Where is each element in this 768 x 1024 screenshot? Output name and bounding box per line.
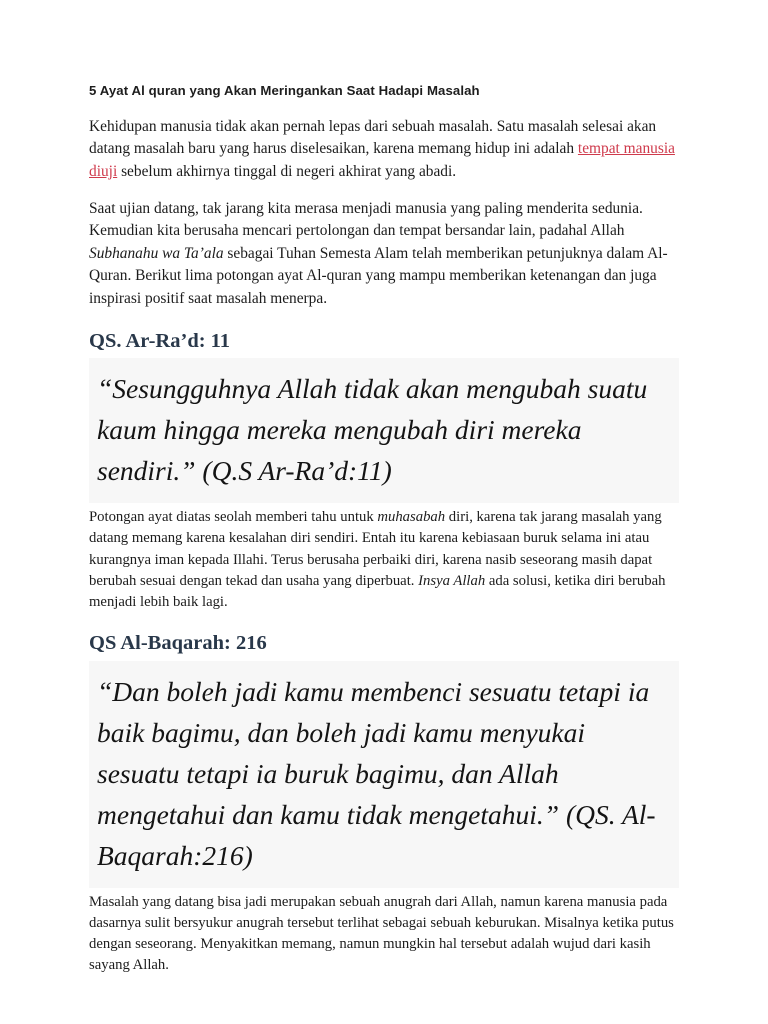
intro-paragraph-1-text-after-link: sebelum akhirnya tinggal di negeri akhirat yang abadi. [117, 163, 457, 180]
commentary-ar-rad-italic-insya-allah: Insya Allah [418, 572, 486, 589]
page-title: 5 Ayat Al quran yang Akan Meringankan Saat Hadapi Masalah [89, 83, 480, 98]
commentary-ar-rad-part-2: diri, karena tak jarang masalah yang datang memang karena kesalahan diri sendiri. Entah itu karena kebiasaan buruk selama ini atau kurangnya iman kepada Illahi. Terus berusaha perbaiki diri, karena nasib seseorang masih dapat berubah sesuai dengan tekad dan usaha yang diperbuat. [89, 509, 662, 589]
commentary-ar-rad-part-3: ada solusi, ketika diri berubah menjadi lebih baik lagi. [89, 572, 666, 610]
intro-paragraph-2 [89, 198, 679, 311]
intro-paragraph-2-text-part-2: sebagai Tuhan Semesta Alam telah memberikan petunjuknya dalam Al-Quran. Berikut lima potongan ayat Al-quran yang mampu memberikan ketenangan dan juga inspirasi positif saat masalah menerpa. [89, 244, 668, 307]
intro-paragraph-2-text-part-1: Saat ujian datang, tak jarang kita merasa menjadi manusia yang paling menderita sedunia. Kemudian kita berusaha mencari pertolongan dan tempat bersandar lain, padahal Allah [89, 199, 643, 240]
inline-link-tempat-manusia-diuji[interactable]: tempat manusia diuji [89, 140, 675, 180]
intro-paragraph-1 [89, 116, 679, 184]
commentary-paragraph-al-baqarah: Masalah yang datang bisa jadi merupakan sebuah anugrah dari Allah, namun karena manusia pada dasarnya sulit bersyukur anugrah tersebut terlihat sebagai sebuah keburukan. Misalnya ketika putus dengan seseorang. Menyakitkan memang, namun mungkin hal tersebut adalah wujud dari kasih sayang Allah. [89, 893, 674, 974]
document-content [89, 82, 679, 991]
commentary-ar-rad-part-1: Potongan ayat diatas seolah memberi tahu untuk [89, 509, 378, 526]
intro-paragraph-2-italic-subhanahu: Subhanahu wa Ta’ala [89, 244, 224, 262]
commentary-ar-rad-italic-muhasabah: muhasabah [377, 509, 446, 526]
quote-block-ar-rad: “Sesungguhnya Allah tidak akan mengubah suatu kaum hingga mereka mengubah diri mereka sendiri.” (Q.S Ar-Ra’d:11) [89, 358, 679, 503]
section-heading-al-baqarah: QS Al-Baqarah: 216 [89, 632, 267, 655]
intro-paragraph-1-text-before-link: Kehidupan manusia tidak akan pernah lepas dari sebuah masalah. Satu masalah selesai akan datang masalah baru yang harus diselesaikan, karena memang hidup ini adalah [89, 117, 657, 158]
quote-block-al-baqarah: “Dan boleh jadi kamu membenci sesuatu tetapi ia baik bagimu, dan boleh jadi kamu menyukai sesuatu tetapi ia buruk bagimu, dan Allah mengetahui dan kamu tidak mengetahui.” (QS. Al-Baqarah:216) [89, 661, 679, 888]
section-heading-ar-rad: QS. Ar-Ra’d: 11 [89, 329, 231, 352]
commentary-paragraph-ar-rad [89, 507, 679, 613]
